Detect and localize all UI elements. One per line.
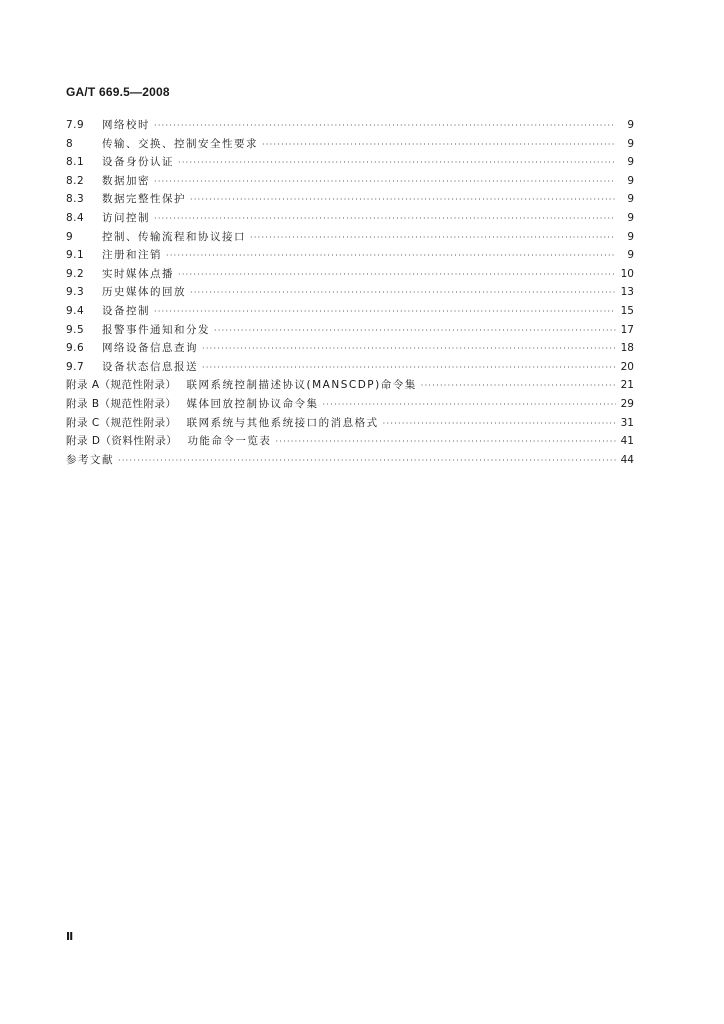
- toc-entry[interactable]: [66, 339, 634, 358]
- toc-entry-number: 9.7: [66, 360, 85, 373]
- toc-entry-page: 9: [627, 211, 634, 224]
- toc-entry-page: 9: [627, 193, 634, 206]
- toc-dot-leader: [383, 415, 616, 434]
- toc-entry-page: 44: [620, 453, 634, 466]
- toc-dot-leader: [154, 210, 616, 229]
- toc-entry-title: 媒体回放控制协议命令集: [186, 397, 319, 410]
- toc-dot-leader: [421, 377, 616, 396]
- toc-entry[interactable]: [66, 432, 634, 451]
- toc-dot-leader: [154, 173, 616, 192]
- toc-entry-page: 20: [620, 360, 634, 373]
- toc-entry-number: 9.1: [66, 249, 85, 262]
- toc-entry-page: 9: [627, 174, 634, 187]
- toc-entry[interactable]: [66, 116, 634, 135]
- toc-dot-leader: [178, 266, 616, 285]
- toc-dot-leader: [190, 284, 616, 303]
- toc-dot-leader: [190, 191, 616, 210]
- toc-entry-page: 15: [620, 304, 634, 317]
- toc-entry[interactable]: [66, 283, 634, 302]
- toc-dot-leader: [323, 396, 616, 415]
- toc-entry-number: 附录 D（资料性附录）: [66, 435, 178, 448]
- toc-entry-number: 9: [66, 230, 74, 243]
- toc-entry-title: 联网系统与其他系统接口的消息格式: [186, 416, 379, 429]
- toc-entry-title: 历史媒体的回放: [102, 286, 186, 299]
- toc-entry-number: 附录 A（规范性附录）: [66, 379, 177, 392]
- toc-dot-leader: [250, 229, 616, 248]
- toc-entry[interactable]: [66, 414, 634, 433]
- toc-entry-page: 31: [620, 416, 634, 429]
- toc-entry-title: 网络设备信息查询: [102, 342, 198, 355]
- toc-entry-title: 访问控制: [102, 211, 150, 224]
- toc-entry-number: 9.3: [66, 286, 85, 299]
- toc-dot-leader: [275, 433, 616, 452]
- toc-entry[interactable]: [66, 358, 634, 377]
- toc-dot-leader: [166, 247, 616, 266]
- toc-entry[interactable]: [66, 451, 634, 470]
- toc-entry[interactable]: [66, 376, 634, 395]
- toc-entry-number: 7.9: [66, 119, 85, 131]
- toc-entry-title: 参考文献: [66, 453, 114, 466]
- toc-entry-number: 8.3: [66, 193, 85, 206]
- toc-entry-page: 9: [627, 119, 634, 131]
- toc-entry[interactable]: [66, 265, 634, 284]
- toc-entry-number: 8.4: [66, 211, 85, 224]
- toc-entry-title: 设备状态信息报送: [102, 360, 198, 373]
- toc-entry-number: 8.2: [66, 174, 85, 187]
- toc-entry-page: 9: [627, 230, 634, 243]
- toc-entry[interactable]: [66, 172, 634, 191]
- toc-entry-title: 传输、交换、控制安全性要求: [102, 137, 258, 150]
- toc-entry-page: 9: [627, 137, 634, 150]
- toc-entry-number: 附录 C（规范性附录）: [66, 416, 177, 429]
- toc-entry-title: 实时媒体点播: [102, 267, 174, 280]
- toc-entry-page: 10: [620, 267, 634, 280]
- toc-entry-title: 报警事件通知和分发: [102, 323, 210, 336]
- toc-entry[interactable]: [66, 209, 634, 228]
- toc-entry-title: 设备身份认证: [102, 156, 174, 169]
- toc-dot-leader: [202, 340, 616, 359]
- toc-entry[interactable]: [66, 135, 634, 154]
- toc-entry-number: 9.6: [66, 342, 85, 355]
- toc-entry-title: 联网系统控制描述协议(MANSCDP)命令集: [186, 379, 417, 392]
- toc-dot-leader: [154, 117, 616, 136]
- toc-entry[interactable]: [66, 153, 634, 172]
- toc-dot-leader: [154, 303, 616, 322]
- toc-dot-leader: [178, 154, 616, 173]
- table-of-contents: [66, 116, 634, 469]
- toc-entry-page: 17: [620, 323, 634, 336]
- toc-entry-number: 附录 B（规范性附录）: [66, 397, 177, 410]
- toc-entry[interactable]: [66, 246, 634, 265]
- toc-entry-title: 数据加密: [102, 174, 150, 187]
- toc-entry-title: 网络校时: [102, 119, 150, 131]
- toc-dot-leader: [214, 322, 616, 341]
- standard-number: GA/T 669.5—2008: [66, 85, 170, 99]
- toc-entry[interactable]: [66, 395, 634, 414]
- toc-entry[interactable]: [66, 190, 634, 209]
- toc-entry-number: 8.1: [66, 156, 85, 169]
- toc-entry-number: 9.2: [66, 267, 85, 280]
- toc-entry-number: 8: [66, 137, 74, 150]
- toc-entry-page: 21: [620, 379, 634, 392]
- toc-entry-title: 设备控制: [102, 304, 150, 317]
- toc-entry-page: 29: [620, 397, 634, 410]
- toc-dot-leader: [202, 359, 616, 378]
- toc-entry-title: 功能命令一览表: [187, 435, 272, 448]
- toc-entry-page: 41: [620, 435, 634, 448]
- toc-entry-page: 13: [620, 286, 634, 299]
- toc-dot-leader: [118, 452, 616, 471]
- toc-entry[interactable]: [66, 302, 634, 321]
- page-number: Ⅱ: [66, 930, 74, 943]
- toc-entry[interactable]: [66, 228, 634, 247]
- toc-dot-leader: [262, 136, 616, 155]
- toc-entry[interactable]: [66, 321, 634, 340]
- toc-entry-title: 注册和注销: [102, 249, 162, 262]
- toc-entry-title: 控制、传输流程和协议接口: [102, 230, 246, 243]
- toc-entry-page: 9: [627, 156, 634, 169]
- toc-entry-page: 18: [620, 342, 634, 355]
- toc-entry-number: 9.4: [66, 304, 85, 317]
- toc-entry-title: 数据完整性保护: [102, 193, 186, 206]
- toc-entry-number: 9.5: [66, 323, 85, 336]
- toc-entry-page: 9: [627, 249, 634, 262]
